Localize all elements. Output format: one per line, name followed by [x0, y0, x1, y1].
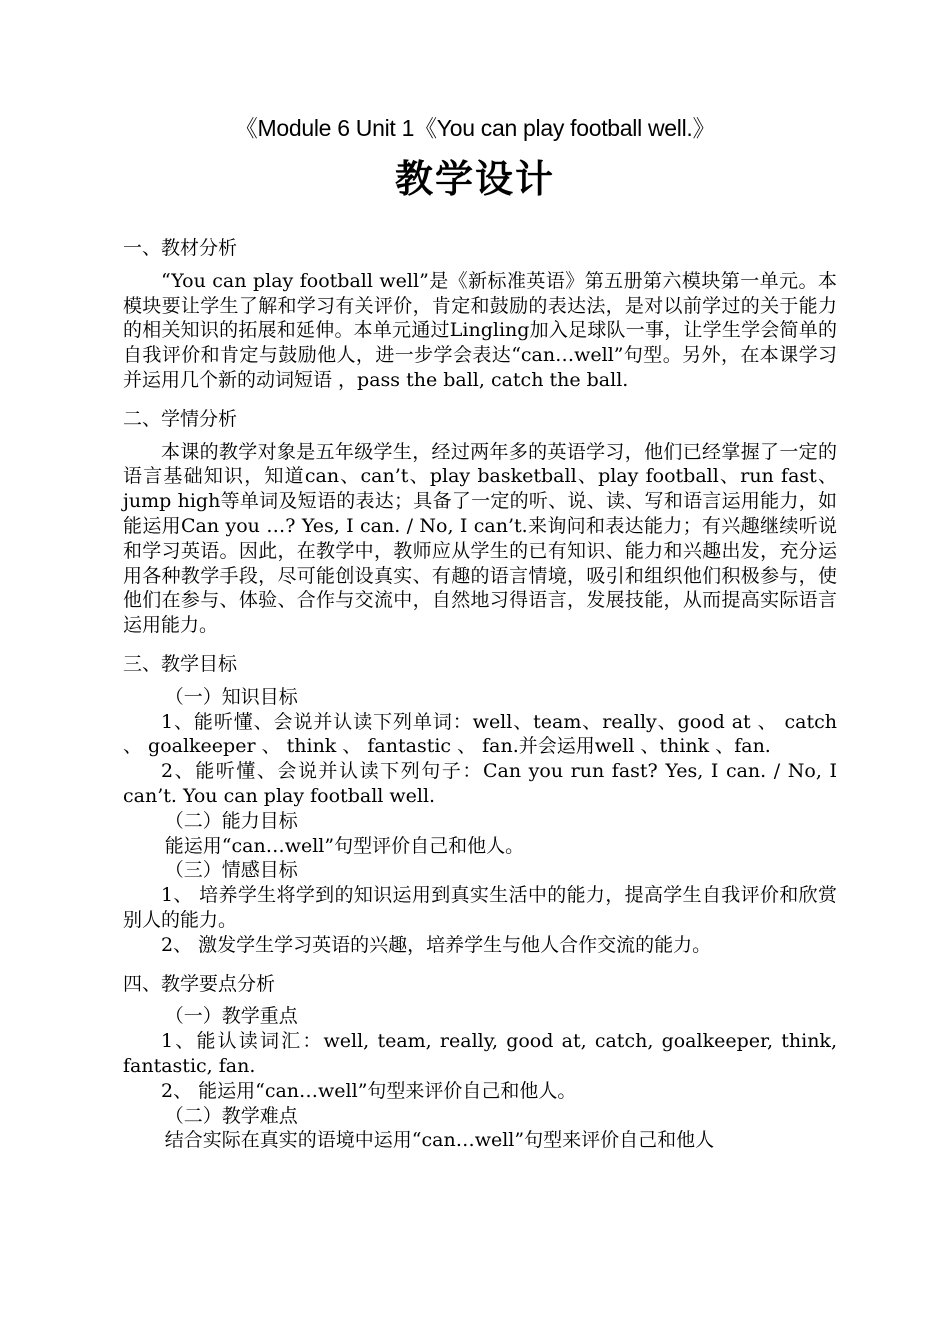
ability-goal-text: 能运用“can…well”句型评价自己和他人。 — [164, 834, 525, 857]
emotion-goal-item-2: 2、 激发学生学习英语的兴趣，培养学生与他人合作交流的能力。 — [161, 933, 712, 956]
section-heading-textbook-analysis: 一、教材分析 — [123, 237, 238, 259]
knowledge-goal-item-2: 2、能听懂、会说并认读下列句子：Can you run fast? Yes, I can. / No, I can’t. You can play football well. — [123, 760, 837, 807]
subheading-knowledge-goals: （一）知识目标 — [164, 685, 298, 708]
focus-item-1: 1、能认读词汇：well, team, really, good at, catch, goalkeeper, think, fantastic, fan. — [123, 1030, 837, 1077]
english-title: 《Module 6 Unit 1《You can play football well.》 — [234, 115, 716, 141]
subheading-teaching-focus: （一）教学重点 — [164, 1005, 298, 1028]
section-heading-student-analysis: 二、学情分析 — [123, 407, 238, 430]
difficulty-text: 结合实际在真实的语境中运用“can…well”句型来评价自己和他人 — [164, 1129, 715, 1152]
student-analysis-paragraph: 本课的教学对象是五年级学生，经过两年多的英语学习，他们已经掌握了一定的语言基础知识，知道can、can’t、play basketball、play football、run fast、jump high等单词及短语的表达；具备了一定的听、说、读、写和语言运用能力，如能运用Can you …? Yes, I can. / No, I can’t.来询问和表达能力；有兴趣继续听说和学习英语。因此，在教学中，教师应从学生的已有知识、能力和兴趣出发，充分运用各种教学手段，尽可能创设真实、有趣的语言情境，吸引和组织他们积极参与，使他们在参与、体验、合作与交流中，自然地习得语言，发展技能，从而提高实际语言运用能力。 — [123, 440, 837, 637]
chinese-title: 教学设计 — [394, 157, 555, 201]
textbook-analysis-paragraph: “You can play football well”是《新标准英语》第五册第六模块第一单元。本模块要让学生了解和学习有关评价，肯定和鼓励的表达法，是对以前学过的关于能力的相关知识的拓展和延伸。本单元通过Lingling加入足球队一事，让学生学会简单的自我评价和肯定与鼓励他人，进一步学会表达“can…well”句型。另外，在本课学习并运用几个新的动词短语 ，pass the ball, catch the ball. — [123, 269, 837, 391]
document-body — [123, 232, 837, 1153]
section-heading-key-points: 四、教学要点分析 — [123, 972, 276, 995]
emotion-goal-item-1: 1、 培养学生将学到的知识运用到真实生活中的能力，提高学生自我评价和欣赏别人的能力。 — [123, 884, 837, 931]
subheading-emotion-goals: （三）情感目标 — [164, 859, 298, 882]
knowledge-goal-item-1: 1、能听懂、会说并认读下列单词：well、team、really、good at 、 catch 、 goalkeeper 、 think 、 fantastic 、 fan.并会运用well 、think 、fan. — [123, 710, 837, 758]
focus-item-2: 2、 能运用“can…well”句型来评价自己和他人。 — [161, 1079, 577, 1102]
subheading-ability-goals: （二）能力目标 — [164, 809, 298, 832]
section-heading-teaching-goals: 三、教学目标 — [123, 652, 238, 675]
subheading-teaching-difficulty: （二）教学难点 — [164, 1104, 298, 1127]
